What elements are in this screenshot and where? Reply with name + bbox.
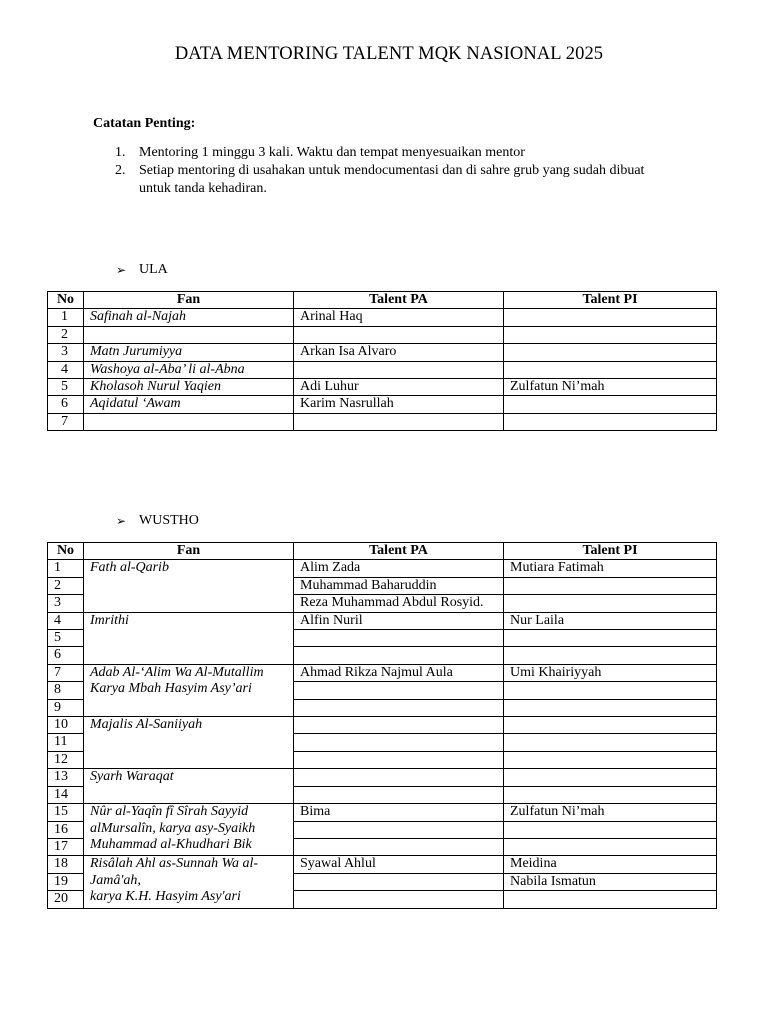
talent-pi-cell <box>504 647 717 664</box>
column-header-talent-pi: Talent PI <box>504 292 717 309</box>
talent-pa-cell <box>294 361 504 378</box>
talent-pi-cell: Mutiara Fatimah <box>504 560 717 577</box>
table-row <box>48 856 717 873</box>
fan-cell <box>84 413 294 430</box>
talent-pa-cell <box>294 786 504 803</box>
row-number: 2 <box>48 577 84 594</box>
table-row <box>48 309 717 326</box>
ula-table <box>47 291 717 431</box>
column-header-fan: Fan <box>84 292 294 309</box>
table-row <box>48 612 717 629</box>
talent-pa-cell: Reza Muhammad Abdul Rosyid. <box>294 595 504 612</box>
talent-pi-cell <box>504 682 717 699</box>
talent-pi-cell <box>504 396 717 413</box>
talent-pa-cell <box>294 682 504 699</box>
row-number: 1 <box>48 560 84 577</box>
fan-cell: Aqidatul ‘Awam <box>84 396 294 413</box>
row-number: 3 <box>48 595 84 612</box>
talent-pa-cell <box>294 891 504 908</box>
notes-list <box>93 144 673 198</box>
section-label-wustho <box>116 513 199 529</box>
fan-cell: Syarh Waraqat <box>84 769 294 804</box>
table-row <box>48 361 717 378</box>
row-number: 19 <box>48 873 84 890</box>
talent-pa-cell <box>294 751 504 768</box>
notes-heading: Catatan Penting: <box>93 116 196 131</box>
talent-pi-cell: Zulfatun Ni’mah <box>504 379 717 396</box>
row-number: 14 <box>48 786 84 803</box>
talent-pi-cell: Nabila Ismatun <box>504 873 717 890</box>
fan-cell <box>84 326 294 343</box>
talent-pi-cell <box>504 361 717 378</box>
row-number: 12 <box>48 751 84 768</box>
note-text: Mentoring 1 minggu 3 kali. Waktu dan tempat menyesuaikan mentor <box>139 145 525 160</box>
talent-pa-cell: Arinal Haq <box>294 309 504 326</box>
talent-pi-cell <box>504 786 717 803</box>
table-row <box>48 804 717 821</box>
table-header-row <box>48 543 717 560</box>
row-number: 16 <box>48 821 84 838</box>
fan-cell: Majalis Al-Saniiyah <box>84 717 294 769</box>
talent-pi-cell <box>504 309 717 326</box>
table-row <box>48 326 717 343</box>
row-number: 7 <box>48 664 84 681</box>
talent-pi-cell: Umi Khairiyyah <box>504 664 717 681</box>
column-header-talent-pa: Talent PA <box>294 543 504 560</box>
column-header-talent-pa: Talent PA <box>294 292 504 309</box>
talent-pa-cell: Karim Nasrullah <box>294 396 504 413</box>
row-number: 7 <box>48 413 84 430</box>
talent-pi-cell <box>504 821 717 838</box>
talent-pi-cell <box>504 577 717 594</box>
talent-pi-cell <box>504 717 717 734</box>
talent-pa-cell <box>294 717 504 734</box>
table-row <box>48 717 717 734</box>
fan-cell: Safinah al-Najah <box>84 309 294 326</box>
table-row <box>48 413 717 430</box>
fan-cell: Matn Jurumiyya <box>84 344 294 361</box>
talent-pa-cell: Syawal Ahlul <box>294 856 504 873</box>
row-number: 3 <box>48 344 84 361</box>
fan-cell: Nûr al-Yaqîn fî Sîrah Sayyid alMursalîn, karya asy-Syaikh Muhammad al-Khudhari Bik <box>84 804 294 856</box>
talent-pi-cell <box>504 630 717 647</box>
row-number: 10 <box>48 717 84 734</box>
talent-pa-cell <box>294 821 504 838</box>
talent-pa-cell <box>294 769 504 786</box>
talent-pi-cell <box>504 891 717 908</box>
talent-pa-cell <box>294 413 504 430</box>
note-item <box>93 144 673 162</box>
row-number: 2 <box>48 326 84 343</box>
talent-pi-cell <box>504 734 717 751</box>
row-number: 5 <box>48 630 84 647</box>
note-number: 2. <box>115 163 126 178</box>
talent-pi-cell: Meidina <box>504 856 717 873</box>
row-number: 9 <box>48 699 84 716</box>
row-number: 4 <box>48 612 84 629</box>
column-header-no: No <box>48 543 84 560</box>
fan-cell: Imrithi <box>84 612 294 664</box>
note-number: 1. <box>115 145 126 160</box>
wustho-table <box>47 542 717 909</box>
row-number: 18 <box>48 856 84 873</box>
table-row <box>48 560 717 577</box>
section-label-text: WUSTHO <box>139 513 199 528</box>
column-header-talent-pi: Talent PI <box>504 543 717 560</box>
talent-pi-cell <box>504 751 717 768</box>
fan-cell: Adab Al-‘Alim Wa Al-Mutallim Karya Mbah Hasyim Asy’ari <box>84 664 294 716</box>
page-title: DATA MENTORING TALENT MQK NASIONAL 2025 <box>174 44 604 64</box>
row-number: 11 <box>48 734 84 751</box>
note-text: Setiap mentoring di usahakan untuk mendocumentasi dan di sahre grub yang sudah dibuat untuk tanda kehadiran. <box>139 163 645 196</box>
fan-cell: Washoya al-Aba’ li al-Abna <box>84 361 294 378</box>
table-header-row <box>48 292 717 309</box>
arrowhead-bullet-icon: ➢ <box>116 513 127 528</box>
column-header-no: No <box>48 292 84 309</box>
talent-pi-cell <box>504 326 717 343</box>
talent-pa-cell: Alim Zada <box>294 560 504 577</box>
table-row <box>48 769 717 786</box>
talent-pa-cell: Bima <box>294 804 504 821</box>
talent-pa-cell: Alfin Nuril <box>294 612 504 629</box>
talent-pi-cell <box>504 413 717 430</box>
talent-pa-cell: Ahmad Rikza Najmul Aula <box>294 664 504 681</box>
table-row <box>48 344 717 361</box>
talent-pi-cell <box>504 838 717 855</box>
table-row <box>48 396 717 413</box>
fan-cell: Fath al-Qarib <box>84 560 294 612</box>
row-number: 13 <box>48 769 84 786</box>
row-number: 6 <box>48 647 84 664</box>
talent-pi-cell <box>504 344 717 361</box>
row-number: 6 <box>48 396 84 413</box>
row-number: 4 <box>48 361 84 378</box>
talent-pi-cell: Zulfatun Ni’mah <box>504 804 717 821</box>
note-item <box>93 162 673 198</box>
talent-pi-cell <box>504 699 717 716</box>
row-number: 8 <box>48 682 84 699</box>
talent-pi-cell <box>504 595 717 612</box>
talent-pa-cell <box>294 326 504 343</box>
column-header-fan: Fan <box>84 543 294 560</box>
talent-pa-cell: Adi Luhur <box>294 379 504 396</box>
talent-pa-cell <box>294 647 504 664</box>
talent-pa-cell: Muhammad Baharuddin <box>294 577 504 594</box>
row-number: 15 <box>48 804 84 821</box>
section-label-text: ULA <box>139 262 168 277</box>
fan-cell: Risâlah Ahl as-Sunnah Wa al-Jamâ'ah, karya K.H. Hasyim Asy'ari <box>84 856 294 908</box>
arrowhead-bullet-icon: ➢ <box>116 262 127 277</box>
talent-pa-cell: Arkan Isa Alvaro <box>294 344 504 361</box>
row-number: 17 <box>48 838 84 855</box>
table-row <box>48 379 717 396</box>
talent-pa-cell <box>294 873 504 890</box>
row-number: 1 <box>48 309 84 326</box>
talent-pi-cell <box>504 769 717 786</box>
section-label-ula <box>116 262 168 278</box>
row-number: 20 <box>48 891 84 908</box>
fan-cell: Kholasoh Nurul Yaqien <box>84 379 294 396</box>
talent-pa-cell <box>294 838 504 855</box>
talent-pa-cell <box>294 734 504 751</box>
talent-pa-cell <box>294 630 504 647</box>
row-number: 5 <box>48 379 84 396</box>
talent-pi-cell: Nur Laila <box>504 612 717 629</box>
talent-pa-cell <box>294 699 504 716</box>
table-row <box>48 664 717 681</box>
